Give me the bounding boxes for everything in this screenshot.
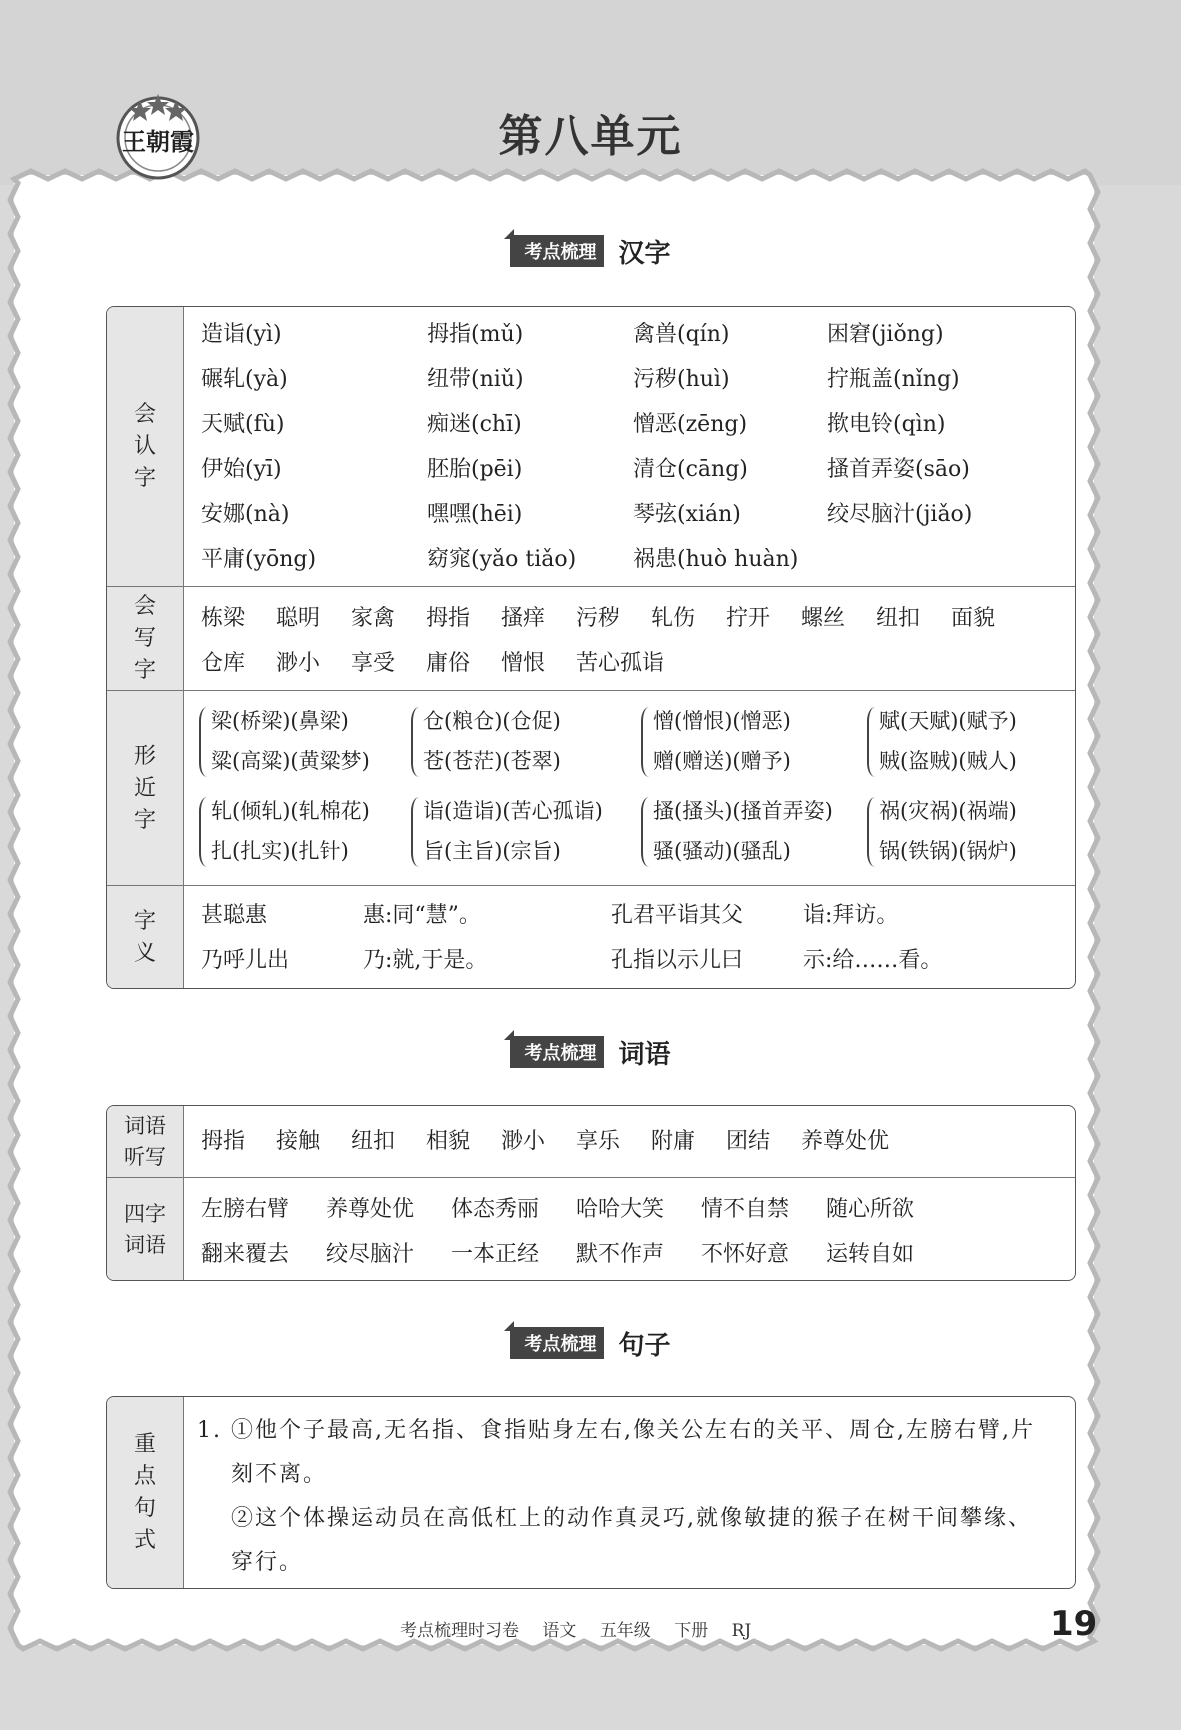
sentence-line: 穿行。 — [231, 1550, 304, 1575]
write-word: 享受 — [351, 651, 396, 676]
pinyin-entry: 绞尽脑汁(jiǎo) — [827, 502, 973, 527]
row-label-juzi: 重点句式 — [107, 1397, 184, 1588]
dictation-word: 养尊处优 — [801, 1129, 890, 1154]
hanzi-table — [106, 306, 1076, 989]
idiom-word: 运转自如 — [826, 1242, 915, 1267]
dictation-word: 接触 — [276, 1129, 321, 1154]
idiom-word: 随心所欲 — [826, 1197, 915, 1222]
section-header-ciyu — [0, 1035, 1181, 1069]
row-juzi — [107, 1397, 1075, 1588]
write-word: 家禽 — [351, 606, 396, 631]
similar-char-line: 贼(盗贼)(贼人) — [879, 749, 1017, 773]
unit-title: 第八单元 — [498, 111, 683, 162]
write-word: 轧伤 — [651, 606, 696, 631]
pinyin-entry: 祸患(huò huàn) — [633, 547, 799, 572]
idiom-word: 哈哈大笑 — [576, 1197, 665, 1222]
idiom-word: 养尊处优 — [326, 1197, 415, 1222]
dictation-word: 相貌 — [426, 1129, 471, 1154]
row-label-huirenzi: 会认字 — [107, 307, 184, 586]
idiom-word: 翻来覆去 — [201, 1242, 290, 1267]
pinyin-entry: 碾轧(yà) — [201, 367, 288, 392]
row-tingxie — [107, 1106, 1075, 1177]
write-word: 搔痒 — [501, 606, 546, 631]
brace-icon — [199, 797, 209, 867]
similar-char-line: 赋(天赋)(赋予) — [879, 709, 1017, 733]
similar-char-line: 旨(主旨)(宗旨) — [423, 839, 561, 863]
idiom-word: 情不自禁 — [701, 1197, 790, 1222]
brace-icon — [867, 797, 877, 867]
row-sizi — [107, 1177, 1075, 1281]
write-word: 憎恨 — [501, 651, 546, 676]
write-word: 仓库 — [201, 651, 246, 676]
pinyin-entry: 痴迷(chī) — [427, 412, 522, 437]
footer-grade: 五年级 — [599, 1621, 651, 1641]
meaning-entry: 乃呼儿出 — [201, 948, 290, 973]
write-word: 拧开 — [726, 606, 771, 631]
write-word: 污秽 — [576, 606, 621, 631]
write-word: 纽扣 — [876, 606, 921, 631]
pinyin-entry: 清仓(cāng) — [633, 457, 748, 482]
similar-char-line: 锅(铁锅)(锅炉) — [879, 839, 1017, 863]
sentence-line: 刻不离。 — [231, 1462, 328, 1487]
similar-char-line: 梁(桥梁)(鼻梁) — [211, 709, 349, 733]
similar-char-line: 粱(高粱)(黄粱梦) — [211, 749, 370, 773]
row-label-sizi: 四字词语 — [107, 1178, 184, 1281]
meaning-entry: 诣:拜访。 — [803, 903, 899, 928]
section-tag: 考点梳理 — [510, 1036, 604, 1068]
similar-char-line: 骚(骚动)(骚乱) — [653, 839, 791, 863]
dictation-word: 享乐 — [576, 1129, 621, 1154]
pinyin-entry: 禽兽(qín) — [633, 322, 730, 347]
pinyin-entry: 胚胎(pēi) — [427, 457, 523, 482]
write-word: 栋梁 — [201, 606, 246, 631]
brace-icon — [641, 797, 651, 867]
pinyin-entry: 嘿嘿(hēi) — [427, 502, 523, 527]
pinyin-entry: 伊始(yī) — [201, 457, 282, 482]
row-label-ziyi: 字义 — [107, 886, 184, 989]
idiom-word: 默不作声 — [576, 1242, 665, 1267]
pinyin-entry: 污秽(huì) — [633, 367, 730, 392]
write-word: 拇指 — [426, 606, 471, 631]
section-header-hanzi — [0, 234, 1181, 268]
footer-edition: RJ — [731, 1621, 752, 1641]
similar-char-line: 仓(粮仓)(仓促) — [423, 709, 561, 733]
write-word: 面貌 — [951, 606, 996, 631]
row-huixiezi — [107, 586, 1075, 691]
section-title-ciyu: 词语 — [618, 1039, 671, 1070]
dictation-word: 拇指 — [201, 1129, 246, 1154]
idiom-word: 一本正经 — [451, 1242, 540, 1267]
juzi-table — [106, 1396, 1076, 1589]
pinyin-entry: 平庸(yōng) — [201, 547, 317, 572]
meaning-entry: 乃:就,于是。 — [363, 948, 488, 973]
similar-char-line: 祸(灾祸)(祸端) — [879, 799, 1017, 823]
row-label-huixiezi: 会写字 — [107, 587, 184, 691]
page-number: 19 — [1050, 1604, 1098, 1644]
pinyin-entry: 窈窕(yǎo tiǎo) — [427, 547, 577, 572]
similar-char-line: 搔(搔头)(搔首弄姿) — [653, 799, 833, 823]
section-title-hanzi: 汉字 — [618, 238, 671, 269]
row-xingjinzi — [107, 690, 1075, 886]
meaning-entry: 甚聪惠 — [201, 903, 268, 928]
row-label-xingjinzi: 形近字 — [107, 691, 184, 886]
sentence-line: ②这个体操运动员在高低杠上的动作真灵巧,就像敏捷的猴子在树干间攀缘、 — [231, 1506, 1032, 1531]
meaning-entry: 孔君平诣其父 — [611, 903, 744, 928]
section-tag: 考点梳理 — [510, 1327, 604, 1359]
row-ziyi — [107, 885, 1075, 989]
write-word: 渺小 — [276, 651, 321, 676]
pinyin-entry: 天赋(fù) — [201, 412, 285, 437]
dictation-word: 团结 — [726, 1129, 771, 1154]
idiom-word: 左膀右臂 — [201, 1197, 290, 1222]
dictation-word: 渺小 — [501, 1129, 546, 1154]
meaning-entry: 孔指以示儿曰 — [611, 948, 744, 973]
brace-icon — [411, 707, 421, 777]
meaning-entry: 示:给……看。 — [803, 948, 943, 973]
brace-icon — [867, 707, 877, 777]
write-word: 聪明 — [276, 606, 321, 631]
pinyin-entry: 纽带(niǔ) — [427, 367, 524, 392]
footer-subject: 语文 — [542, 1621, 577, 1641]
pinyin-entry: 揿电铃(qìn) — [827, 412, 946, 437]
section-title-juzi: 句子 — [618, 1330, 671, 1361]
ciyu-table — [106, 1105, 1076, 1281]
pinyin-entry: 造诣(yì) — [201, 322, 282, 347]
svg-text:王朝霞: 王朝霞 — [122, 127, 194, 156]
write-word: 苦心孤诣 — [576, 651, 665, 676]
idiom-word: 不怀好意 — [701, 1242, 790, 1267]
row-huirenzi — [107, 307, 1075, 586]
brace-icon — [411, 797, 421, 867]
write-word: 螺丝 — [801, 606, 846, 631]
dictation-word: 附庸 — [651, 1129, 696, 1154]
pinyin-entry: 拧瓶盖(nǐng) — [827, 367, 960, 392]
idiom-word: 体态秀丽 — [451, 1197, 540, 1222]
similar-char-line: 憎(憎恨)(憎恶) — [653, 709, 791, 733]
sentence-line: 1. ①他个子最高,无名指、食指贴身左右,像关公左右的关平、周仓,左膀右臂,片 — [197, 1418, 1035, 1443]
brace-icon — [641, 707, 651, 777]
write-word: 庸俗 — [426, 651, 471, 676]
pinyin-entry: 困窘(jiǒng) — [827, 322, 944, 347]
meaning-entry: 惠:同“慧”。 — [363, 903, 481, 928]
pinyin-entry: 拇指(mǔ) — [427, 322, 524, 347]
section-header-juzi — [0, 1326, 1181, 1360]
similar-char-line: 赠(赠送)(赠予) — [653, 749, 791, 773]
similar-char-line: 扎(扎实)(扎针) — [211, 839, 349, 863]
similar-char-line: 苍(苍茫)(苍翠) — [423, 749, 561, 773]
footer-book: 考点梳理时习卷 — [400, 1621, 519, 1641]
similar-char-line: 轧(倾轧)(轧棉花) — [211, 799, 370, 823]
footer-volume: 下册 — [674, 1621, 709, 1641]
footer — [400, 1616, 769, 1641]
pinyin-entry: 搔首弄姿(sāo) — [827, 457, 970, 482]
row-label-tingxie: 词语听写 — [107, 1106, 184, 1177]
brace-icon — [199, 707, 209, 777]
pinyin-entry: 安娜(nà) — [201, 502, 290, 527]
dictation-word: 纽扣 — [351, 1129, 396, 1154]
pinyin-entry: 憎恶(zēng) — [633, 412, 748, 437]
similar-char-line: 诣(造诣)(苦心孤诣) — [423, 799, 603, 823]
idiom-word: 绞尽脑汁 — [326, 1242, 415, 1267]
pinyin-entry: 琴弦(xián) — [633, 502, 741, 527]
section-tag: 考点梳理 — [510, 235, 604, 267]
